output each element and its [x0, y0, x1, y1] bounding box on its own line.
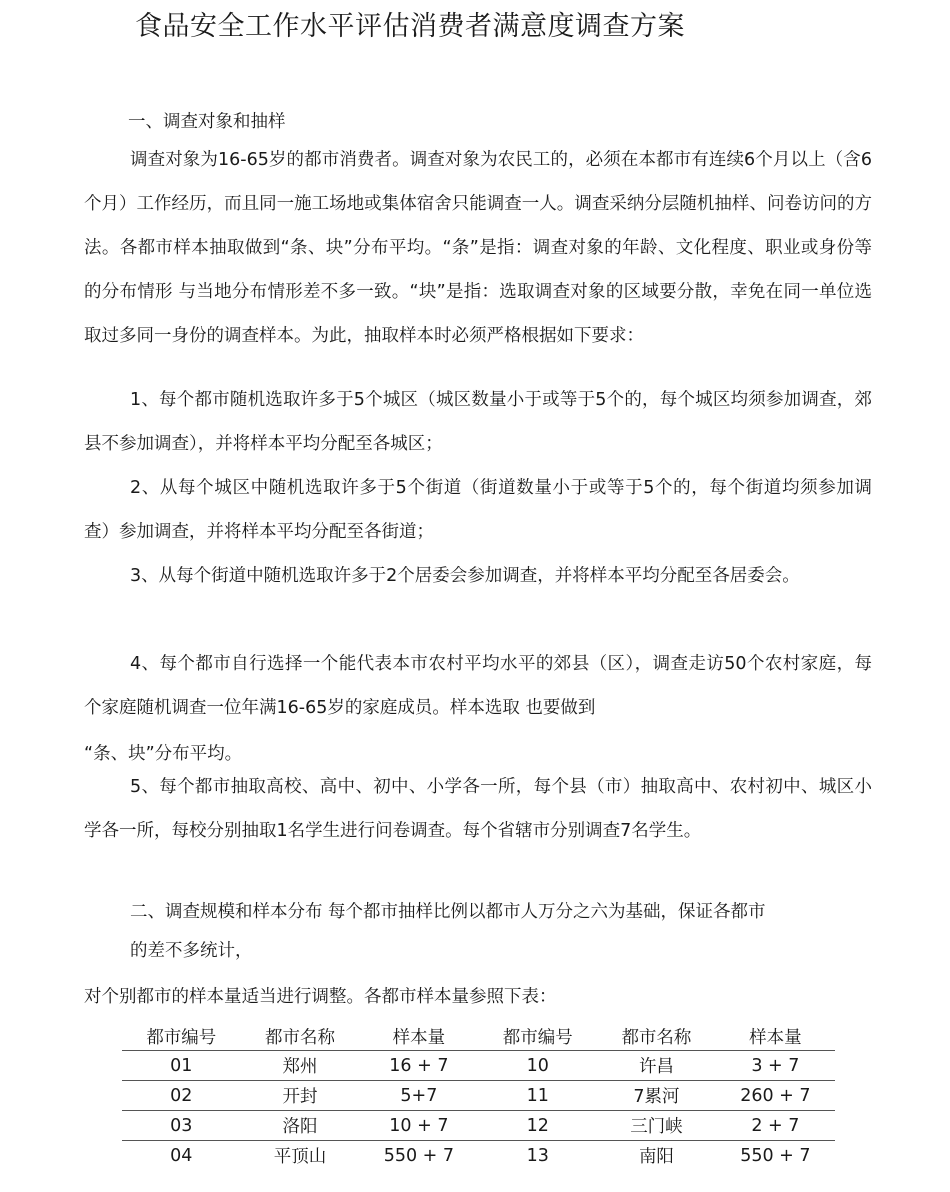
header-city-code-2: 都市编号	[502, 1027, 573, 1048]
table-cell: 三门峡	[597, 1111, 716, 1141]
table-cell: 04	[122, 1141, 241, 1171]
table-cell: 开封	[241, 1081, 360, 1111]
table-cell: 03	[122, 1111, 241, 1141]
table-cell: 郑州	[241, 1051, 360, 1081]
document-title: 食品安全工作水平评估消费者满意度调查方案	[135, 11, 685, 42]
item-5-text: 5、每个都市抽取高校、高中、初中、小学各一所，每个县（市）抽取高中、农村初中、城区小学各一所，每校分别抽取1名学生进行问卷调查。每个省辖市分别调查7名学生。	[84, 777, 872, 841]
table-cell: 11	[478, 1081, 597, 1111]
table-cell: 平顶山	[241, 1141, 360, 1171]
requirement-item-3	[84, 554, 872, 598]
table-cell: 550 + 7	[716, 1141, 835, 1171]
table-cell: 许昌	[597, 1051, 716, 1081]
header-sample-size-2: 样本量	[749, 1027, 802, 1048]
item-3-text: 3、从每个街道中随机选取许多于2个居委会参加调查，并将样本平均分配至各居委会。	[130, 566, 800, 586]
requirement-item-5	[84, 765, 872, 853]
header-sample-size: 样本量	[392, 1027, 446, 1048]
table-cell: 10	[478, 1051, 597, 1081]
requirement-item-4	[84, 642, 872, 730]
section-heading-1: 一、调查对象和抽样	[128, 112, 286, 132]
table-cell: 7累河	[597, 1081, 716, 1111]
section-heading-2: 二、调查规模和样本分布 每个都市抽样比例以都市人万分之六为基础，保证各都市	[130, 902, 766, 922]
table-cell: 13	[478, 1141, 597, 1171]
table-cell: 12	[478, 1111, 597, 1141]
item-1-text: 1、每个都市随机选取许多于5个城区（城区数量小于或等于5个的，每个城区均须参加调查，郊县不参加调查），并将样本平均分配至各城区；	[84, 390, 872, 454]
item-2-text: 2、从每个城区中随机选取许多于5个街道（街道数量小于或等于5个的，每个街道均须参加调查）参加调查，并将样本平均分配至各街道；	[84, 478, 872, 542]
table-row	[122, 1141, 835, 1171]
requirement-item-1	[84, 378, 872, 466]
table-cell: 10 + 7	[359, 1111, 478, 1141]
table-header-row	[122, 1022, 835, 1051]
item-4-text: 4、每个都市自行选择一个能代表本市农村平均水平的郊县（区），调查走访50个农村家庭，每个家庭随机调查一位年满16-65岁的家庭成员。样本选取 也要做到	[84, 654, 872, 718]
header-city-name-2: 都市名称	[621, 1027, 692, 1048]
table-row	[122, 1081, 835, 1111]
intro-text: 调查对象为16-65岁的都市消费者。调查对象为农民工的，必须在本都市有连续6个月以上（含6个月）工作经历，而且同一施工场地或集体宿舍只能调查一人。调查采纳分层随机抽样、问卷访问的方法。各都市样本抽取做到“条、块”分布平均。“条”是指：调查对象的年龄、文化程度、职业或身份等的分布情形 与当地分布情形差不多一致。“块”是指：选取调查对象的区域要分散，幸免在同一单位选取过多同一身份的调查样本。为此，抽取样本时必须严格根据如下要求：	[84, 150, 872, 346]
table-cell: 5+7	[359, 1081, 478, 1111]
table-row	[122, 1111, 835, 1141]
table-cell: 洛阳	[241, 1111, 360, 1141]
header-city-name: 都市名称	[264, 1027, 335, 1048]
table-cell: 16 + 7	[359, 1051, 478, 1081]
table-cell: 南阳	[597, 1141, 716, 1171]
section-2-continuation: 的差不多统计，	[130, 941, 253, 961]
table-cell: 2 + 7	[716, 1111, 835, 1141]
section-2-table-intro: 对个别都市的样本量适当进行调整。各都市样本量参照下表：	[84, 987, 557, 1007]
intro-paragraph	[84, 138, 872, 358]
table-cell: 01	[122, 1051, 241, 1081]
table-cell: 3 + 7	[716, 1051, 835, 1081]
requirement-item-2	[84, 466, 872, 554]
table-row	[122, 1051, 835, 1081]
header-city-code: 都市编号	[146, 1027, 217, 1048]
item-4-continuation: “条、块”分布平均。	[84, 744, 243, 764]
table-cell: 260 + 7	[716, 1081, 835, 1111]
sample-size-table	[122, 1022, 835, 1170]
table-cell: 550 + 7	[359, 1141, 478, 1171]
table-cell: 02	[122, 1081, 241, 1111]
